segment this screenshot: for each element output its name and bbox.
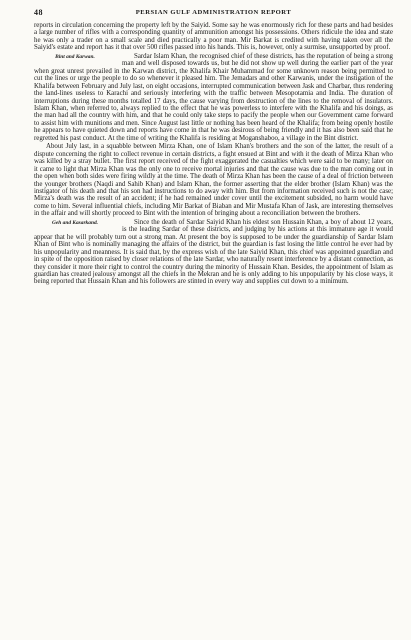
page-header (34, 8, 393, 20)
paragraph-text: reports in circulation concerning the property left by the Saiyid. Some say he was enormously rich for these parts and had besides a large number of rifles with a corresponding quantity of ammunition amongst his possessions. Others ridicule the idea and state he was only a trader on a small scale and died practically a poor man. Mir Barkat is credited with having taken over all the Saiyid's estate and report has it that over 500 rifles passed into his hands. This is, however, only a surmise, unsupported by proof. (34, 22, 393, 52)
paragraph-mirza-khan (34, 143, 393, 218)
paragraph-property-reports (34, 22, 393, 52)
side-note-bint-karwan: Bint and Karwan. (55, 53, 95, 60)
paragraph-text: Sardar Islam Khan, the recognised chief of these districts, has the reputation of being a strong man and well disposed towards us, but he did not show up well during the earlier part of the year when great unrest prevailed in the Karwan district, the Khalifa Khair Muhammad for some unknown reason being permitted to cut the lines or urge the people to do so whenever it pleased him. The Jemadars and other Karwanis, under the instigation of the Khalifa between February and July last, on eight occasions, interrupted communication between Jask and Charbar, thus rendering the land-lines useless to Karachi and seriously interfering with the traffic between Mesopotamia and India. The duration of interruptions during these months totalled 17 days, the cause varying from destruction of the lines to the removal of insulators. Islam Khan, when referred to, always replied to the effect that he was powerless to interfere with the Khalifa and his doings, as the man had all the country with him, and that he could only take steps to pacify the people when our Government came forward to assist him with munitions and men. Since August last little or nothing has been heard of the Khalifa; from being openly hostile he appears to have quieted down and reports have come in that he was desirous of being friendly and it has also been said that he regretted his past conduct. At the time of writing the Khalifa is residing at Moganshaboo, a village in the Bint district. (34, 52, 393, 142)
running-title: PERSIAN GULF ADMINISTRATION REPORT (135, 9, 292, 16)
paragraph-bint-karwan (34, 53, 393, 142)
page-number: 48 (34, 8, 43, 17)
paragraph-text: Since the death of Sardar Saiyid Khan his eldest son Hussain Khan, a boy of about 12 years, is the leading Sardar of these districts, and judging by his actions at this immature age it would appear that he will probably turn out a strong man. At present the boy is supposed to be under the guardianship of Sardar Islam Khan of Bint who is nominally managing the affairs of the district, but the guardian is fast losing the little control he ever had by his unpopularity and meanness. It is said that, by the express wish of the late Saiyid Khan, this chief was appointed guardian and in spite of the opposition raised by closer relations of the late Sardar, who naturally resent interference by a distant connection, as they consider it more their right to control the country during the minority of Hussain Khan. Besides, the appointment of Islam as guardian has created jealousy amongst all the chiefs in the Mekran and he is only adding to his unpopularity by his close ways, it being reported that Hussain Khan and his followers are stinted in every way and supplies cut down to a minimum. (34, 218, 393, 286)
side-note-geh-kasarkand: Geh and Kasarkand. (52, 219, 98, 226)
paragraph-geh-kasarkand (34, 219, 393, 286)
paragraph-text: About July last, in a squabble between Mirza Khan, one of Islam Khan's brothers and the son of the latter, the result of a dispute concerning the right to collect revenue in certain districts, a fight ensued at Bint and with it the death of Mirza Khan who was killed by a stray bullet. The first report received of the fight exaggerated the casualties which were said to be many; later on it came to light that Mirza Khan was the only one to receive mortal injuries and that the cause was due to the man coming out in the open when both sides were firing wildly at the time. The death of Mirza Khan has been the cause of a deal of friction between the younger brothers (Naqdi and Sahib Khan) and Islam Khan, the former asserting that the elder brother (Islam Khan) was the instigator of his death and that his son had instructions to do away with him. But from information received such is not the case; Mirza's death was the result of an accident; if he had remained under cover until the excitement subsided, no harm would have come to him. Several influential chiefs, including Mir Barkat of Biaban and Mir Mustafa Khan of Jask, are interesting themselves in the affair and will shortly proceed to Bint with the intention of bringing about a reconciliation between the brothers. (34, 143, 393, 218)
